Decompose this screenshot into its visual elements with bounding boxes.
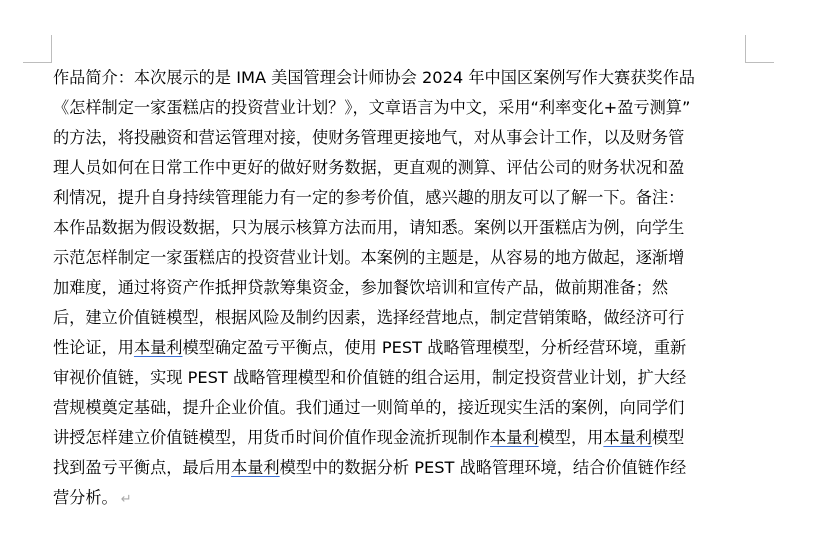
text-segment: 后，建立价值链模型，根据风险及制约因素，选择经营地点，制定营销策略，做经济可行 (53, 308, 685, 327)
text-line (53, 183, 743, 213)
text-line (53, 63, 743, 93)
text-segment: 营分析。 (53, 488, 118, 507)
text-segment: 模型 (651, 428, 685, 447)
text-line (53, 363, 743, 393)
margin-corner-top-right (745, 35, 774, 63)
text-segment: 本作品数据为假设数据，只为展示核算方法而用，请知悉。案例以开蛋糕店为例，向学生 (53, 218, 685, 237)
text-segment: 示范怎样制定一家蛋糕店的投资营业计划。本案例的主题是，从容易的地方做起，逐渐增 (53, 248, 685, 267)
text-segment: 模型，用 (538, 428, 604, 447)
text-segment: 审视价值链，实现 PEST 战略管理模型和价值链的组合运用，制定投资营业计划，扩大经 (53, 368, 687, 387)
paragraph-mark-icon: ↵ (120, 492, 132, 507)
text-line (53, 213, 743, 243)
text-line (53, 303, 743, 333)
text-line (53, 123, 743, 153)
text-segment: 理人员如何在日常工作中更好的做好财务数据，更直观的测算、评估公司的财务状况和盈 (53, 158, 685, 177)
text-segment: 营规模奠定基础，提升企业价值。我们通过一则简单的，接近现实生活的案例，向同学们 (53, 398, 685, 417)
text-segment: 模型中的数据分析 PEST 战略管理环境，结合价值链作经 (279, 458, 687, 477)
text-line (53, 243, 743, 273)
spellcheck-underlined-term: 本量利 (603, 428, 652, 447)
text-segment: 《怎样制定一家蛋糕店的投资营业计划？》，文章语言为中文，采用“利率变化+盈亏测算” (53, 98, 691, 117)
text-segment: 模型确定盈亏平衡点，使用 PEST 战略管理模型，分析经营环境，重新 (182, 338, 687, 357)
spellcheck-underlined-term: 本量利 (490, 428, 539, 447)
text-segment: 作品简介：本次展示的是 IMA 美国管理会计师协会 2024 年中国区案例写作大赛获奖作品 (53, 68, 695, 87)
text-line (53, 333, 743, 363)
text-segment: 的方法，将投融资和营运管理对接，使财务管理更接地气，对从事会计工作，以及财务管 (53, 128, 685, 147)
text-line (53, 93, 743, 123)
text-line (53, 483, 743, 513)
spellcheck-underlined-term: 本量利 (133, 338, 183, 357)
text-segment: 加难度，通过将资产作抵押贷款筹集资金，参加餐饮培训和宣传产品，做前期准备；然 (53, 278, 669, 297)
text-line (53, 153, 743, 183)
margin-corner-top-left (23, 35, 52, 63)
text-segment: 性论证，用 (53, 338, 134, 357)
spellcheck-underlined-term: 本量利 (231, 458, 280, 477)
text-line (53, 453, 743, 483)
text-segment: 利情况，提升自身持续管理能力有一定的参考价值，感兴趣的朋友可以了解一下。备注： (53, 188, 685, 207)
text-line (53, 273, 743, 303)
document-body-paragraph[interactable] (53, 63, 743, 513)
text-segment: 找到盈亏平衡点，最后用 (53, 458, 232, 477)
text-segment: 讲授怎样建立价值链模型，用货币时间价值作现金流折现制作 (53, 428, 491, 447)
text-line (53, 393, 743, 423)
text-line (53, 423, 743, 453)
